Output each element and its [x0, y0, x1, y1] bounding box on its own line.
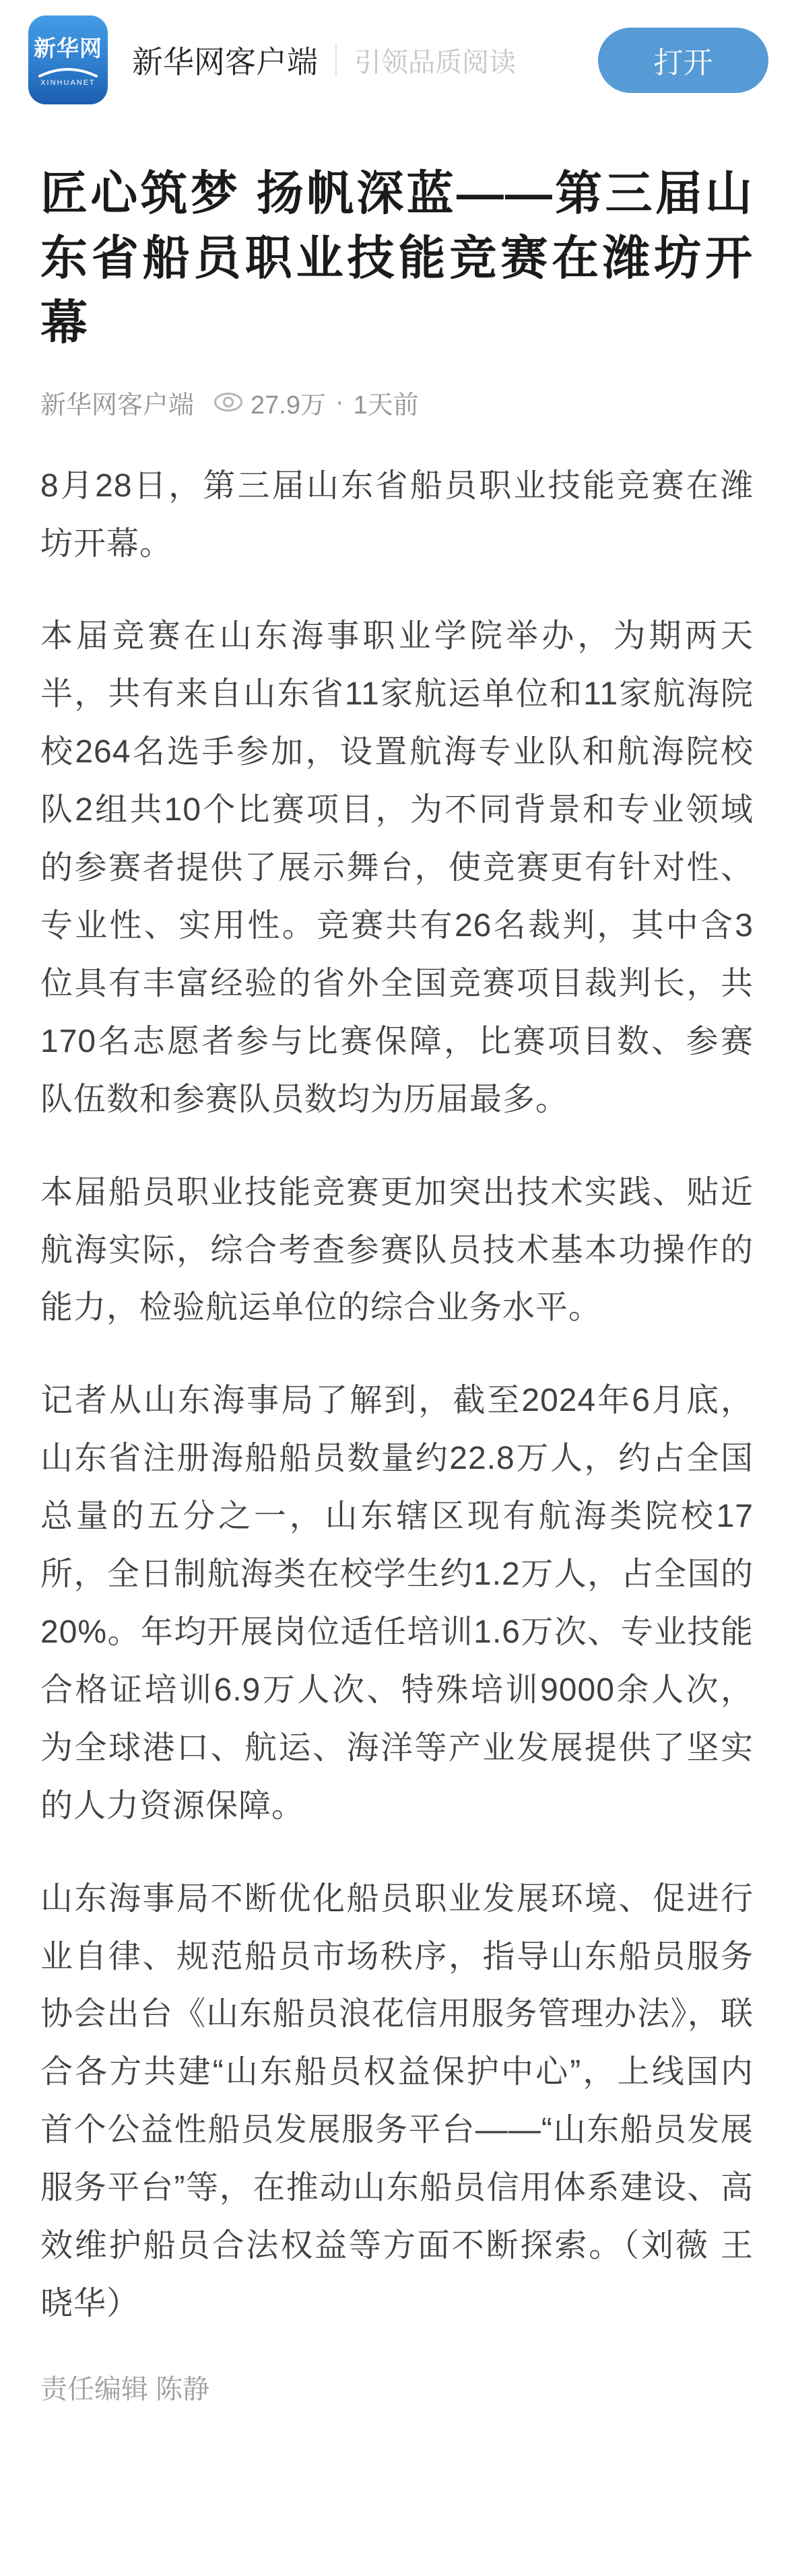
article-source: 新华网客户端 — [40, 391, 195, 420]
article-paragraph: 本届船员职业技能竞赛更加突出技术实践、贴近航海实际，综合考查参赛队员技术基本功操作的能力，检验航运单位的综合业务水平。 — [40, 1174, 754, 1326]
publish-time: 1天前 — [353, 391, 419, 420]
views-eye-icon — [213, 391, 244, 413]
editor-credit: 责任编辑 陈静 — [40, 2374, 210, 2404]
xinhuanet-app-icon[interactable] — [28, 15, 108, 104]
open-app-button[interactable]: 打开 — [598, 28, 768, 93]
app-icon-sublabel: XINHUANET — [40, 79, 96, 87]
article-paragraph: 本届竞赛在山东海事职业学院举办，为期两天半，共有来自山东省11家航运单位和11家航海院校264名选手参加，设置航海专业队和航海院校队2组共10个比赛项目，为不同背景和专业领域的参赛者提供了展示舞台，使竞赛更有针对性、专业性、实用性。竞赛共有26名裁判，其中含3位具有丰富经验的省外全国竞赛项目裁判长，共170名志愿者参与比赛保障，比赛项目数、参赛队伍数和参赛队员数均为历届最多。 — [40, 618, 754, 1117]
byline-separator: · — [335, 387, 344, 416]
header-divider — [335, 44, 337, 76]
app-name: 新华网客户端 — [132, 44, 318, 79]
view-count: 27.9万 — [251, 391, 326, 420]
article-paragraph: 8月28日，第三届山东省船员职业技能竞赛在潍坊开幕。 — [40, 467, 754, 562]
article-body — [40, 457, 754, 2333]
article-paragraph: 记者从山东海事局了解到，截至2024年6月底，山东省注册海船船员数量约22.8万人，约占全国总量的五分之一，山东辖区现有航海类院校17所，全日制航海类在校学生约1.2万人，占全国的20%。年均开展岗位适任培训1.6万次、专业技能合格证培训6.9万人次、特殊培训9000余人次，为全球港口、航运、海洋等产业发展提供了坚实的人力资源保障。 — [40, 1383, 754, 1824]
article-content — [0, 162, 794, 2333]
article-title: 匠心筑梦 扬帆深蓝——第三届山东省船员职业技能竞赛在潍坊开幕 — [40, 167, 754, 349]
app-tagline: 引领品质阅读 — [354, 47, 516, 77]
app-banner — [0, 0, 794, 120]
app-icon-label: 新华网 — [34, 36, 102, 61]
article-byline — [40, 384, 754, 421]
app-icon-arc — [37, 65, 99, 77]
article-paragraph: 山东海事局不断优化船员职业发展环境、促进行业自律、规范船员市场秩序，指导山东船员服务协会出台《山东船员浪花信用服务管理办法》，联合各方共建“山东船员权益保护中心”，上线国内首个公益性船员发展服务平台——“山东船员发展服务平台”等，在推动山东船员信用体系建设、高效维护船员合法权益等方面不断探索。（刘薇 王晓华） — [40, 1880, 754, 2321]
